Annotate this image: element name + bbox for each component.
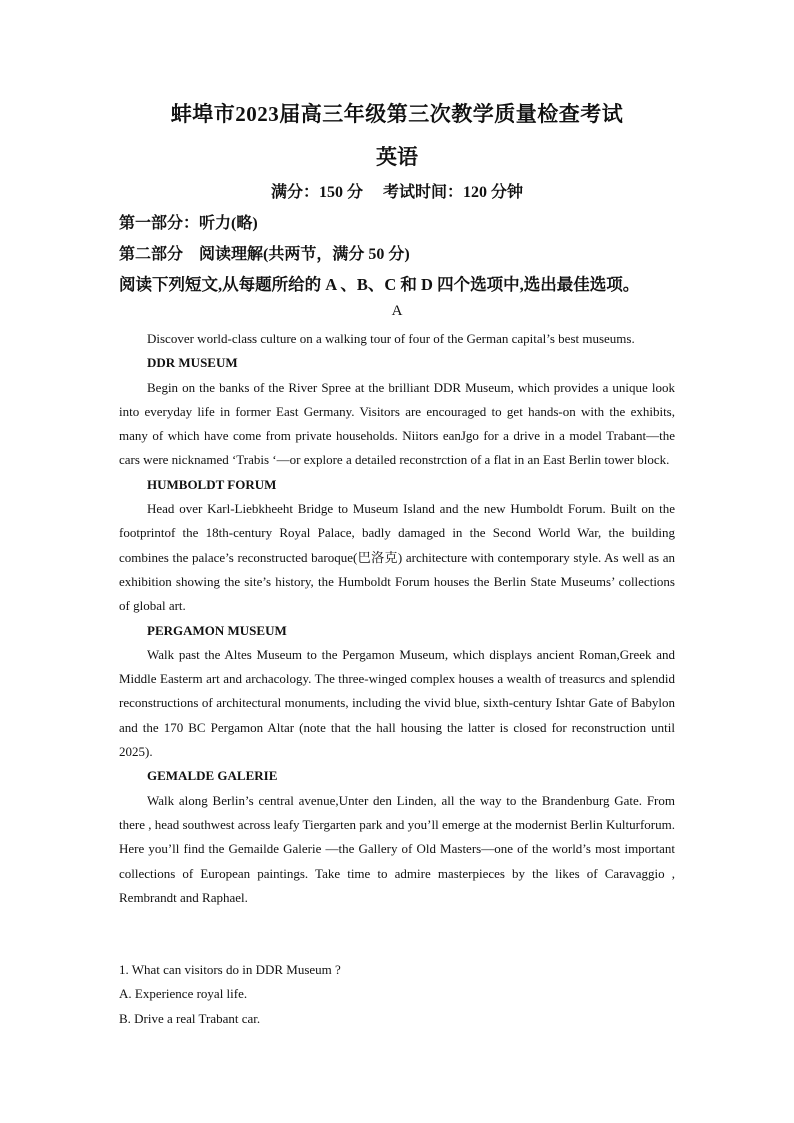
section-heading: GEMALDE GALERIE — [147, 768, 278, 784]
section-paragraph: Walk along Berlin’s central avenue,Unter den Linden, all the way to the Brandenburg Gate. From there , head southwest across leafy Tiergarten park and you’ll emerge at the modernist Berlin Kulturforum. Here you’ll find the Gemailde Galerie —the Gallery of Old Masters—one of the world’s most important collections of European paintings. Take time to admire masterpieces by the likes of Caravaggio , Rembrandt and Raphael. — [119, 792, 675, 905]
score-time-line — [0, 179, 794, 202]
question-option-a[interactable]: A. Experience royal life. — [119, 986, 248, 1002]
question-option-b[interactable]: B. Drive a real Trabant car. — [119, 1010, 261, 1026]
exam-time: 考试时间：120 分钟 — [383, 184, 524, 201]
section-paragraph: Begin on the banks of the River Spree at the brilliant DDR Museum, which provides a unique look into everyday life in former East Germany. Visitors are encouraged to get hands-on with the exhibits, many of which have come from private households. Niitors eanJgo for a drive in a model Trabant—the cars were nicknamed ‘Trabis ‘—or explore a detailed reconstrction of a flat in an East Berlin tower block. — [119, 379, 675, 468]
section-heading: PERGAMON MUSEUM — [147, 622, 287, 638]
passage-intro: Discover world-class culture on a walking tour of four of the German capital’s best museums. — [147, 331, 635, 346]
part2-heading: 第二部分 阅读理解(共两节，满分 50 分) — [119, 246, 410, 263]
section-heading: HUMBOLDT FORUM — [147, 476, 277, 492]
reading-instruction: 阅读下列短文,从每题所给的 A 、B、C 和 D 四个选项中,选出最佳选项。 — [119, 275, 640, 294]
exam-title: 蚌埠市2023届高三年级第三次教学质量检查考试 — [170, 102, 624, 126]
question-list — [119, 958, 675, 1031]
passage-body — [119, 327, 675, 910]
section-paragraph: Head over Karl-Liebkheeht Bridge to Museum Island and the new Humboldt Forum. Built on the footprintof the 18th-century Royal Palace, badly damaged in the Second World War, the building combines the palace’s reconstructed baroque(巴洛克) architecture with contemporary style. As well as an exhibition showing the site’s history, the Humboldt Forum houses the Berlin State Museums’ collections of global art. — [119, 501, 675, 614]
section-paragraph: Walk past the Altes Museum to the Pergamon Museum, which displays ancient Roman,Greek and Middle Easterm art and archacology. The three-winged complex houses a wealth of treasurcs and splendid reconstructions of architectural monuments, including the vivid blue, sixth-century Ishtar Gate of Babylon and the 170 BC Pergamon Altar (note that the hall housing the latter is closed for reconstruction until 2025). — [119, 646, 675, 760]
full-score: 满分：150 分 — [270, 184, 363, 201]
section-heading: DDR MUSEUM — [147, 355, 238, 371]
passage-letter: A — [391, 303, 403, 319]
part1-heading: 第一部分：听力(略) — [119, 215, 258, 232]
subject-title: 英语 — [376, 145, 418, 169]
question-stem: 1. What can visitors do in DDR Museum ? — [119, 962, 341, 977]
